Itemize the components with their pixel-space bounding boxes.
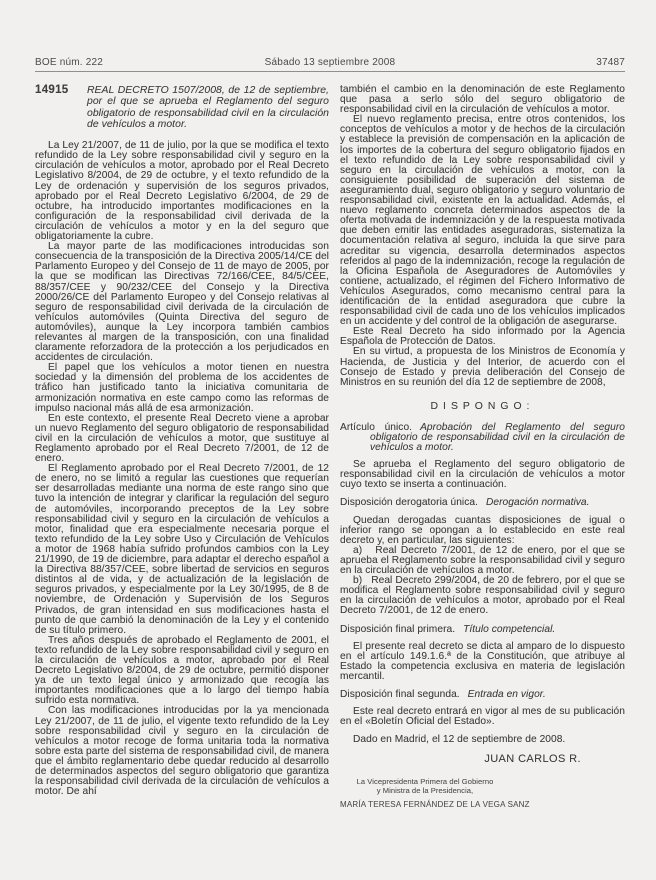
page-header	[35, 57, 625, 68]
heading-label: Disposición final segunda.	[340, 688, 460, 700]
continuation-paragraph: también el cambio en la denominación de este Reglamento que pasa a serlo sólo del seguro obligatorio de responsabilidad civil en la circulación de vehículos a motor.	[340, 84, 625, 116]
article-title-block	[35, 85, 329, 130]
right-column	[340, 85, 625, 809]
paragraph: Este real decreto entrará en vigor al mes de su publicación en el «Boletín Oficial del Estado».	[340, 706, 625, 728]
header-date: Sábado 13 septiembre 2008	[264, 57, 396, 68]
paragraph: El papel que los vehículos a motor tienen en nuestra sociedad y la dimensión del problema de los accidentes de tráfico han justificado tanto la iniciativa comunitaria de armonización normativa en este campo como las reformas de impulso nacional más allá de esa armonización.	[35, 362, 329, 414]
paragraph: La Ley 21/2007, de 11 de julio, por la que se modifica el texto refundido de la Ley sobre responsabilidad civil y seguro en la circulación de vehículos a motor, aprobado por el Real Decreto Legislativo 8/2004, de 29 de octubre, y el texto refundido de la Ley de ordenación y supervisión de los seguros privados, aprobado por el Real Decreto Legislativo 6/2004, de 29 de octubre, ha introducido importantes modificaciones en la configuración de la responsabilidad civil derivada de la circulación de vehículos a motor y en la del seguro que obligatoriamente la cubre.	[35, 140, 329, 243]
paragraph: En su virtud, a propuesta de los Ministros de Economía y Hacienda, de Justicia y del Interior, de acuerdo con el Consejo de Estado y previa deliberación del Consejo de Ministros en su reunión del día 12 de septiembre de 2008,	[340, 346, 625, 388]
paragraph: El presente real decreto se dicta al amparo de lo dispuesto en el artículo 149.1.6.ª de la Constitución, que atribuye al Estado la competencia exclusiva en materia de legislación mercantil.	[340, 640, 625, 682]
header-page-number: 37487	[596, 57, 625, 68]
signature-block	[340, 777, 625, 809]
document-body	[35, 85, 625, 809]
article-title: REAL DECRETO 1507/2008, de 12 de septiembre, por el que se aprueba el Reglamento del seguro obligatorio de responsabilidad civil en la circulación de vehículos a motor.	[87, 85, 329, 130]
signature-role	[340, 777, 510, 795]
heading-label: Disposición final primera.	[340, 623, 456, 635]
heading-title: Aprobación del Reglamento del seguro obligatorio de responsabilidad civil en la circulación de vehículos a motor.	[370, 421, 625, 454]
final-second-heading	[340, 690, 625, 700]
heading-label: Disposición derogatoria única.	[340, 497, 478, 509]
paragraph: Con las modificaciones introducidas por la ya mencionada Ley 21/2007, de 11 de julio, el vigente texto refundido de la Ley sobre responsabilidad civil y seguro en la circulación de vehículos a motor recoge de forma unitaria toda la normativa sobre esta parte del sistema de responsabilidad civil, de manera que el ámbito reglamentario debe quedar reducido al desarrollo de determinados aspectos del seguro obligatorio que garantiza la responsabilidad civil derivada de la circulación de vehículos a motor. De ahí	[35, 705, 329, 798]
paragraph: En este contexto, el presente Real Decreto viene a aprobar un nuevo Reglamento del seguro obligatorio de responsabilidad civil en la circulación de vehículos a motor, que sustituye al Reglamento aprobado por el Real Decreto 7/2001, de 12 de enero.	[35, 412, 329, 465]
signature-role-line: y Ministra de la Presidencia,	[376, 786, 474, 796]
article-number: 14915	[35, 84, 69, 96]
left-column	[35, 85, 329, 809]
paragraph: Este Real Decreto ha sido informado por la Agencia Española de Protección de Datos.	[340, 326, 625, 348]
paragraph: Tres años después de aprobado el Reglamento de 2001, el texto refundido de la Ley sobre responsabilidad civil y seguro en la circulación de vehículos a motor, aprobado por el Real Decreto Legislativo 8/2004, de 29 de octubre, permitió disponer ya de un texto legal único y armonizado que recogía las importantes modificaciones que a lo largo del tiempo había sufrido esta normativa.	[35, 634, 329, 707]
paragraph: La mayor parte de las modificaciones introducidas son consecuencia de la transposición de la Directiva 2005/14/CE del Parlamento Europeo y del Consejo de 11 de mayo de 2005, por la que se modifican las Directivas 72/166/CEE, 84/5/CEE, 88/357/CEE y 90/232/CEE del Consejo y la Directiva 2000/26/CE del Parlamento Europeo y del Consejo relativas al seguro de responsabilidad civil derivada de la circulación de vehículos automóviles (Quinta Directiva del seguro de automóviles), aunque la Ley incorpora también cambios relevantes al margen de la transposición, con una finalidad claramente reforzadora de la protección a los perjudicados en accidentes de circulación.	[35, 241, 329, 364]
signature-role-line: La Vicepresidenta Primera del Gobierno	[356, 777, 494, 787]
royal-signature: JUAN CARLOS R.	[484, 753, 581, 766]
header-issue: BOE núm. 222	[35, 57, 103, 68]
header-divider	[35, 71, 625, 72]
paragraph: Se aprueba el Reglamento del seguro obligatorio de responsabilidad civil en la circulación de vehículos a motor cuyo texto se inserta a continuación.	[340, 459, 625, 491]
heading-title: Entrada en vigor.	[467, 688, 546, 700]
paragraph: El Reglamento aprobado por el Real Decreto 7/2001, de 12 de enero, no se limitó a regular las cuestiones que requerían ser desarrolladas mediante una norma de este rango sino que tuvo la intención de integrar y clarificar la regulación del seguro de automóviles, incorporando preceptos de la Ley sobre responsabilidad civil y seguro en la circulación de vehículos a motor, finalidad que era especialmente necesaria porque el texto refundido de la Ley sobre Uso y Circulación de Vehículos a motor de 1968 había sufrido profundos cambios con la Ley 21/1990, de 19 de diciembre, para adaptar el derecho español a la Directiva 88/357/CEE, sobre libertad de servicios en seguros distintos al de vida, y de actualización de la legislación de seguros privados, y especialmente por la Ley 30/1995, de 8 de noviembre, de Ordenación y Supervisión de los Seguros Privados, de gran intensidad en sus modificaciones hasta el punto de que cambió la denominación de la Ley y el contenido de su título primero.	[35, 463, 329, 636]
final-first-heading	[340, 625, 625, 635]
list-item: a) Real Decreto 7/2001, de 12 de enero, por el que se aprueba el Reglamento sobre la responsabilidad civil y seguro en la circulación de vehículos a motor.	[340, 544, 625, 577]
signature-name: MARÍA TERESA FERNÁNDEZ DE LA VEGA SANZ	[340, 800, 530, 810]
list-item: b) Real Decreto 299/2004, de 20 de febrero, por el que se modifica el Reglamento sobre responsabilidad civil y seguro en la circulación de vehículos a motor, aprobado por el Real Decreto 7/2001, de 12 de enero.	[340, 575, 625, 617]
paragraph: El nuevo reglamento precisa, entre otros contenidos, los conceptos de vehículos a motor y de hechos de la circulación y establece la previsión de compensación en la aplicación de los importes de la cobertura del seguro obligatorio fijados en el texto refundido de la Ley sobre responsabilidad civil y seguro en la circulación de vehículos a motor, con la consiguiente posibilidad de superación del sistema de aseguramiento dual, seguro obligatorio y seguro voluntario de responsabilidad civil, existente en la actualidad. Además, el nuevo reglamento concreta determinados aspectos de la oferta motivada de indemnización y de la respuesta motivada que deben emitir las entidades aseguradoras, sistematiza la documentación relativa al seguro, incluida la que sirve para acreditar su vigencia, desarrolla determinados aspectos referidos al pago de la indemnización, recoge la regulación de la Oficina Española de Aseguradores de Automóviles y contiene, actualizado, el régimen del Fichero Informativo de Vehículos Asegurados, como mecanismo central para la identificación de la entidad aseguradora que cubre la responsabilidad civil de cada uno de los vehículos implicados en un accidente y del control de la obligación de asegurarse.	[340, 114, 625, 328]
heading-label: Artículo único.	[340, 421, 413, 433]
dispongo-heading: DISPONGO:	[430, 400, 535, 412]
heading-title: Título competencial.	[463, 623, 556, 635]
place-date: Dado en Madrid, el 12 de septiembre de 2008.	[353, 734, 566, 746]
derogatory-heading	[340, 498, 625, 508]
paragraph: Quedan derogadas cuantas disposiciones de igual o inferior rango se opongan a lo establecido en este real decreto y, en particular, las siguientes:	[340, 514, 625, 546]
article-unique-heading	[340, 423, 625, 453]
heading-title: Derogación normativa.	[485, 497, 590, 509]
